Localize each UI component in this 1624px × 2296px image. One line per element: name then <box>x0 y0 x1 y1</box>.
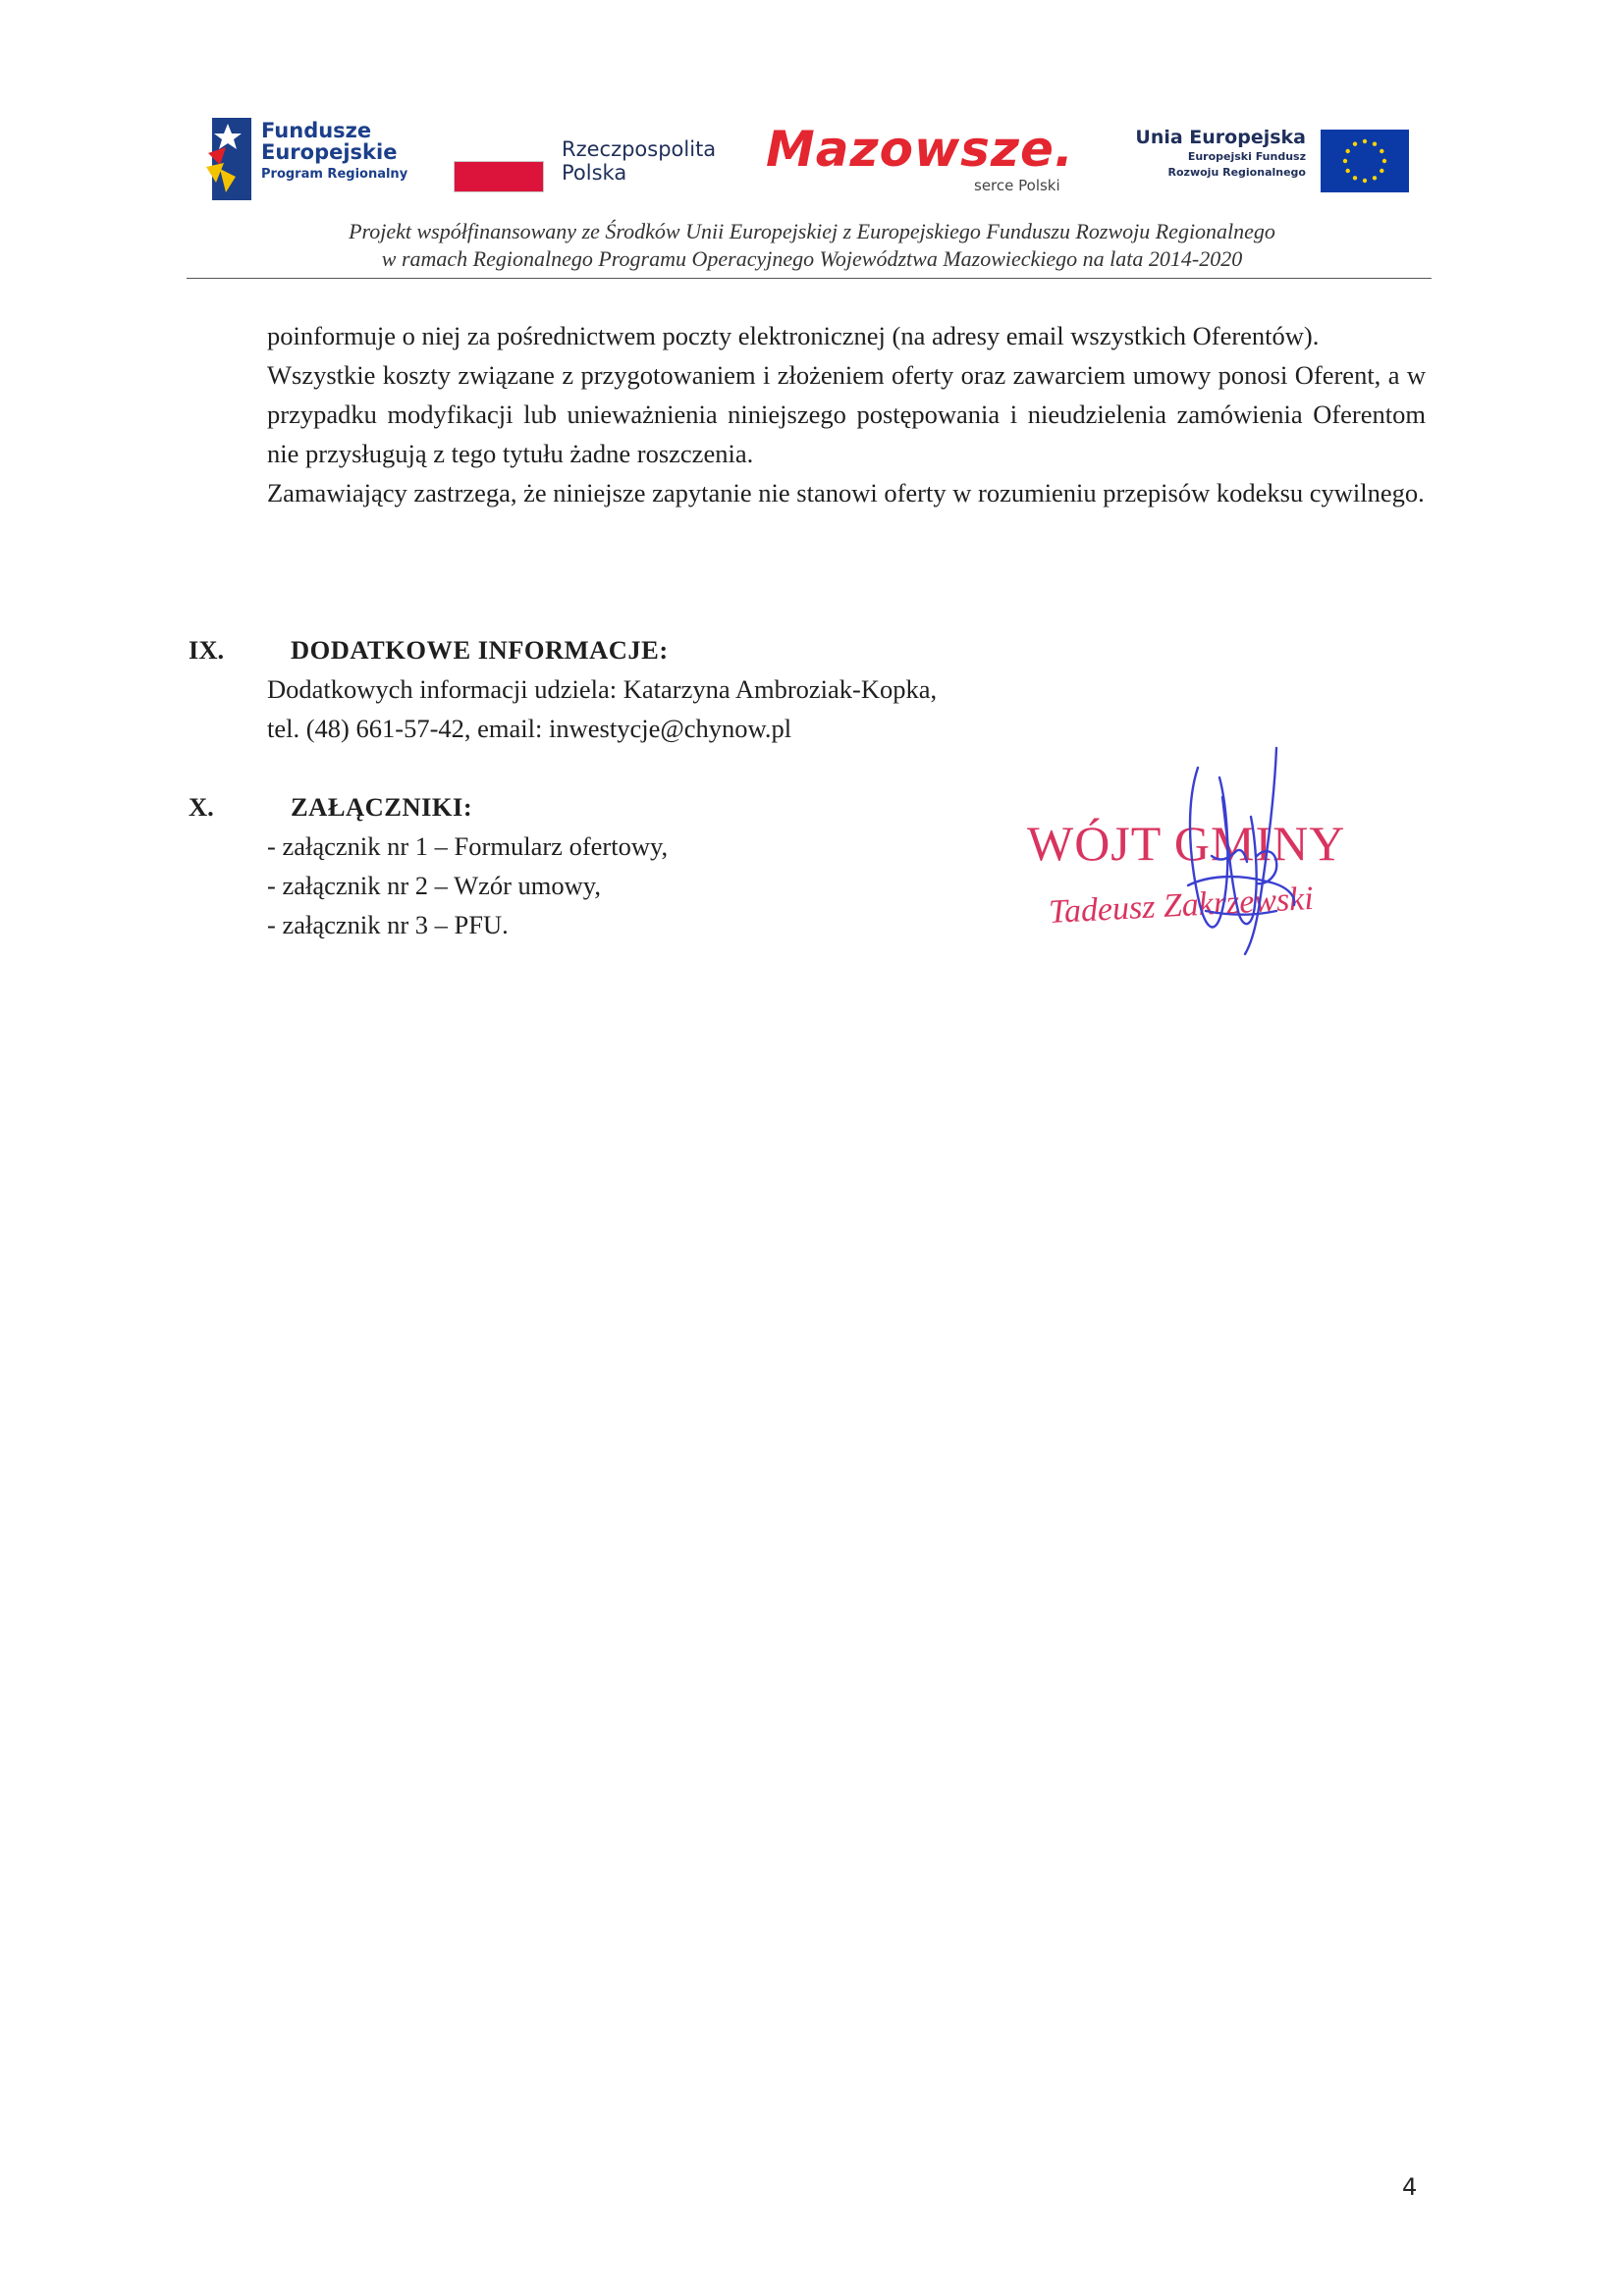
section-title: DODATKOWE INFORMACJE: <box>291 635 669 665</box>
stamp-title: WÓJT GMINY <box>1027 816 1346 871</box>
unia-europejska-logo <box>1129 126 1414 199</box>
section-additional-info <box>189 630 1426 748</box>
cofunding-line2: w ramach Regionalnego Programu Operacyjnego Województwa Mazowieckiego na lata 2014-2020 <box>381 246 1243 271</box>
page-number: 4 <box>1402 2173 1418 2201</box>
mazowsze-tagline: serce Polski <box>974 177 1060 194</box>
fe-line1: Fundusze <box>261 119 372 142</box>
fundusze-europejskie-mark-icon <box>206 118 251 200</box>
section-number: X. <box>189 792 214 822</box>
header-divider <box>187 278 1432 279</box>
paragraph-costs: Wszystkie koszty związane z przygotowaniem i złożeniem oferty oraz zawarciem umowy ponosi Oferent, a w przypadku modyfikacji lub unieważnienia niniejszego postępowania i nieudzielenia zamówienia Oferentom nie przysługują z tego tytułu żadne roszczenia. <box>267 360 1426 468</box>
fe-line2: Europejskie <box>261 140 398 164</box>
handwritten-signature-icon <box>1129 738 1326 964</box>
section-title: ZAŁĄCZNIKI: <box>291 792 473 822</box>
cofunding-statement <box>0 218 1624 273</box>
rp-line1: Rzeczpospolita <box>562 137 717 161</box>
attachment-item: - załącznik nr 2 – Wzór umowy, <box>267 871 601 900</box>
rp-text <box>562 137 716 185</box>
eu-line2: Europejski Fundusz <box>1187 150 1306 163</box>
fe-line3: Program Regionalny <box>261 167 408 182</box>
rp-line2: Polska <box>562 161 627 185</box>
eu-flag-icon <box>1321 130 1409 192</box>
rzeczpospolita-polska-logo <box>454 137 717 206</box>
polish-flag-icon <box>454 161 544 192</box>
paragraph-notification: poinformuje o niej za pośrednictwem poczty elektronicznej (na adresy email wszystkich Oferentów). <box>267 321 1320 350</box>
fundusze-europejskie-logo <box>206 118 452 201</box>
stamp-name: Tadeusz Zakrzewski <box>1048 880 1315 932</box>
body-text <box>267 316 1426 512</box>
eu-line1: Unia Europejska <box>1135 127 1306 148</box>
section-body <box>267 669 1426 748</box>
attachment-item: - załącznik nr 1 – Formularz ofertowy, <box>267 831 669 861</box>
eu-line3: Rozwoju Regionalnego <box>1167 166 1306 179</box>
eu-text <box>1129 126 1306 181</box>
cofunding-line1: Projekt współfinansowany ze Środków Unii Europejskiej z Europejskiego Funduszu Rozwoju Regionalnego <box>349 219 1275 243</box>
paragraph-reservation: Zamawiający zastrzega, że niniejsze zapytanie nie stanowi oferty w rozumieniu przepisów kodeksu cywilnego. <box>267 478 1425 507</box>
mazowsze-wordmark: Mazowsze. <box>766 121 1074 178</box>
contact-details-line: tel. (48) 661-57-42, email: inwestycje@chynow.pl <box>267 714 792 743</box>
section-number: IX. <box>189 635 225 665</box>
attachment-item: - załącznik nr 3 – PFU. <box>267 910 509 939</box>
contact-person-line: Dodatkowych informacji udziela: Katarzyna Ambroziak-Kopka, <box>267 674 938 704</box>
fundusze-europejskie-text <box>261 120 407 185</box>
official-stamp <box>1021 738 1355 964</box>
mazowsze-logo <box>766 122 1080 200</box>
logo-bar <box>206 108 1414 201</box>
